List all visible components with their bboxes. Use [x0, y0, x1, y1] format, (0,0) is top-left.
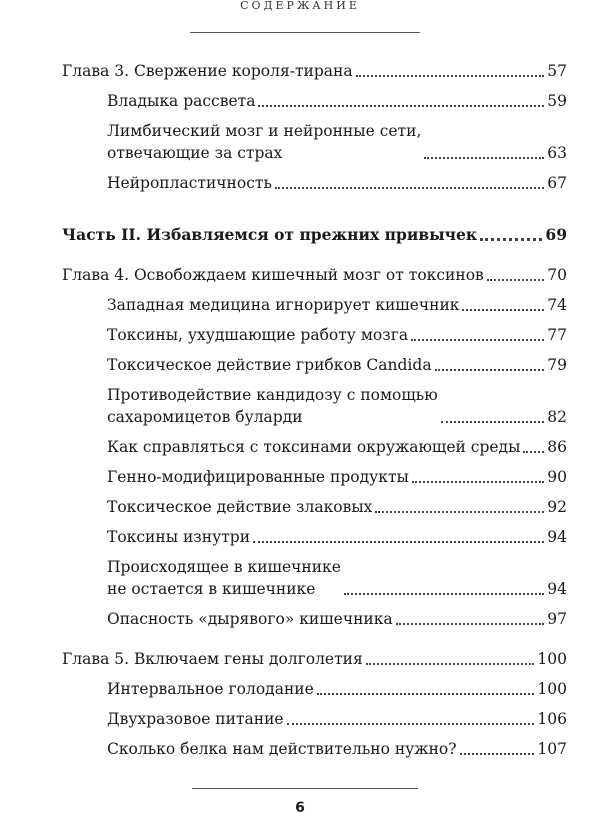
toc-entry[interactable]	[62, 294, 567, 316]
toc-entry-title: Нейропластичность	[107, 174, 272, 192]
toc-entry[interactable]	[62, 436, 567, 458]
toc-entry-page: 107	[537, 740, 567, 758]
toc-entry-page: 100	[537, 680, 567, 698]
toc-entry-page: 94	[547, 580, 567, 598]
toc-entry[interactable]	[62, 466, 567, 488]
dot-leader	[344, 592, 544, 595]
dot-leader	[366, 662, 535, 665]
toc-entry[interactable]	[62, 120, 567, 164]
toc-entry-page: 92	[547, 498, 567, 516]
toc-entry-title: Противодействие кандидозу с помощью сахаромицетов буларди	[107, 386, 438, 426]
toc-entry-page: 63	[547, 144, 567, 162]
toc-entry-title: Происходящее в кишечнике не остается в кишечнике	[107, 558, 341, 598]
toc-entry-title: Глава 5. Включаем гены долголетия	[62, 650, 363, 668]
header-rule	[190, 32, 420, 33]
dot-leader	[487, 278, 545, 281]
toc-entry-page: 59	[547, 92, 567, 110]
toc-entry-page: 70	[547, 266, 567, 284]
toc-entry-page: 106	[537, 710, 567, 728]
toc-entry[interactable]	[62, 324, 567, 346]
dot-leader	[460, 752, 535, 755]
toc-entry[interactable]	[62, 708, 567, 730]
toc-entry-title: Владыка рассвета	[107, 92, 256, 110]
footer-rule	[192, 788, 418, 789]
dot-leader	[275, 186, 544, 189]
toc-entry-page: 74	[547, 296, 567, 314]
toc-entry-title: Глава 4. Освобождаем кишечный мозг от токсинов	[62, 266, 484, 284]
toc-entry-title: Токсическое действие грибков Candida	[107, 356, 432, 374]
dot-leader	[396, 622, 545, 625]
dot-leader	[253, 540, 544, 543]
toc-entry-chapter-3[interactable]	[62, 60, 567, 82]
toc-entry[interactable]	[62, 354, 567, 376]
dot-leader	[411, 338, 544, 341]
toc-entry-title: Глава 3. Свержение короля-тирана	[62, 62, 353, 80]
toc-entry-title: Интервальное голодание	[107, 680, 314, 698]
toc-entry[interactable]	[62, 608, 567, 630]
toc-entry[interactable]	[62, 496, 567, 518]
dot-leader	[317, 692, 535, 695]
page-number: 6	[295, 800, 305, 816]
toc-entry-title: Двухразовое питание	[107, 710, 284, 728]
toc-entry[interactable]	[62, 738, 567, 760]
toc-entry-page: 90	[547, 468, 567, 486]
spacer	[62, 638, 567, 648]
toc-entry[interactable]	[62, 526, 567, 548]
toc-entry-title: Опасность «дырявого» кишечника	[107, 610, 393, 628]
spacer	[62, 254, 567, 264]
toc-entry-chapter-4[interactable]	[62, 264, 567, 286]
dot-leader	[480, 237, 542, 241]
toc-entry[interactable]	[62, 556, 567, 600]
toc-entry[interactable]	[62, 90, 567, 112]
dot-leader	[462, 308, 544, 311]
toc-entry-page: 100	[537, 650, 567, 668]
dot-leader	[258, 104, 544, 107]
toc-entry-part-2[interactable]	[62, 224, 567, 246]
dot-leader	[375, 510, 544, 513]
toc-entry[interactable]	[62, 384, 567, 428]
toc-entry-title: Часть II. Избавляемся от прежних привычек	[62, 225, 478, 244]
dot-leader	[435, 368, 545, 371]
toc-entry-page: 97	[547, 610, 567, 628]
toc-entry-page: 77	[547, 326, 567, 344]
toc-entry-page: 67	[547, 174, 567, 192]
toc-entry-page: 86	[547, 438, 567, 456]
toc-entry-page: 94	[547, 528, 567, 546]
dot-leader	[356, 74, 545, 77]
toc-entry-page: 57	[547, 62, 567, 80]
running-head: СОДЕРЖАНИЕ	[240, 0, 360, 12]
dot-leader	[412, 480, 544, 483]
toc-entry-title: Как справляться с токсинами окружающей среды	[107, 438, 521, 456]
toc-entry[interactable]	[62, 172, 567, 194]
toc-entry-chapter-5[interactable]	[62, 648, 567, 670]
dot-leader	[424, 156, 544, 159]
dot-leader	[441, 420, 545, 423]
toc-entry-title: Токсическое действие злаковых	[107, 498, 373, 516]
toc-entry-title: Токсины изнутри	[107, 528, 251, 546]
toc-entry-title: Сколько белка нам действительно нужно?	[107, 740, 457, 758]
spacer	[62, 202, 567, 224]
toc-entry-title: Лимбический мозг и нейронные сети, отвечающие за страх	[107, 122, 422, 162]
toc-entry[interactable]	[62, 678, 567, 700]
toc-entry-page: 82	[547, 408, 567, 426]
toc-entry-title: Западная медицина игнорирует кишечник	[107, 296, 460, 314]
table-of-contents	[62, 60, 567, 768]
dot-leader	[287, 722, 535, 725]
toc-entry-page: 79	[547, 356, 567, 374]
dot-leader	[523, 450, 544, 453]
toc-entry-page: 69	[545, 225, 567, 244]
toc-entry-title: Токсины, ухудшающие работу мозга	[107, 326, 409, 344]
toc-entry-title: Генно-модифицированные продукты	[107, 468, 409, 486]
